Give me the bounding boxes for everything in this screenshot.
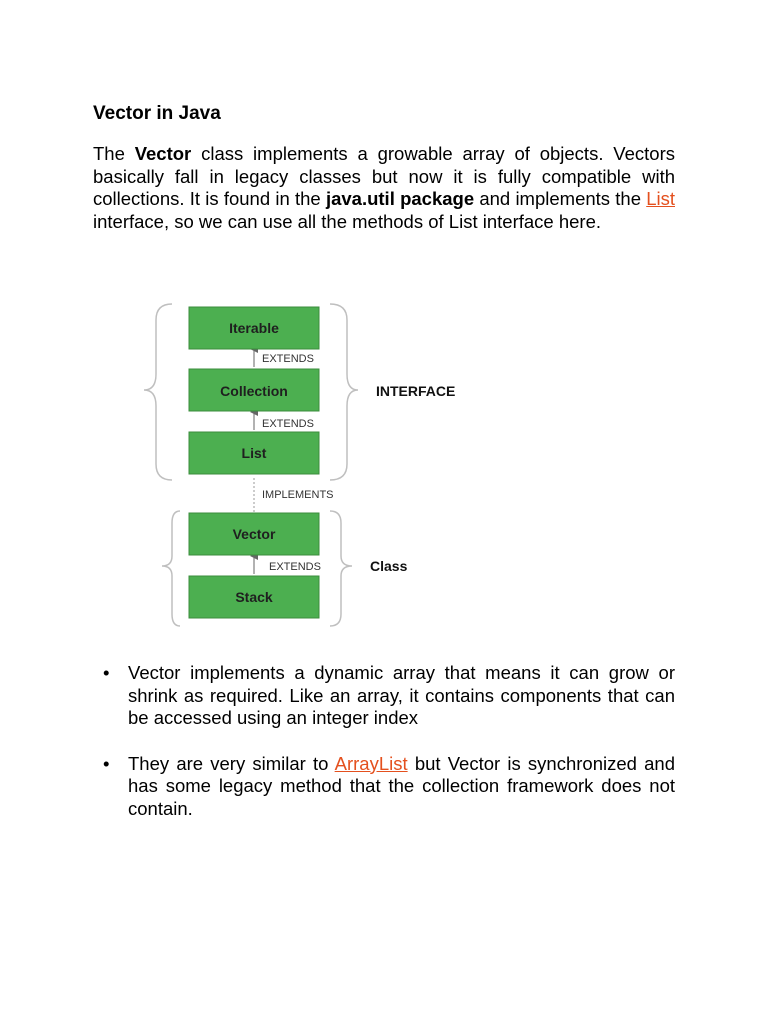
page-title: Vector in Java (93, 103, 221, 124)
bullet-text: They are very similar to (128, 752, 335, 774)
hierarchy-diagram (140, 298, 480, 630)
bullet-text: but Vector is synchronized and has some legacy method that the collection framework does not contain. (128, 752, 675, 819)
interface-group-label: INTERFACE (376, 383, 456, 399)
class-right-brace (330, 511, 352, 626)
vector-term: Vector (134, 143, 192, 164)
interface-left-brace (144, 304, 172, 480)
class-left-brace (162, 511, 180, 626)
list-item (93, 753, 675, 821)
iterable-label: Iterable (229, 320, 279, 336)
arraylist-link[interactable]: ArrayList (334, 752, 408, 774)
stack-label: Stack (235, 589, 273, 605)
intro-text-1: The (93, 143, 135, 164)
intro-text-2: class implements a growable array of objects. Vectors basically fall in legacy classes but now it is fully compatible with collections. It is found in the (93, 143, 675, 209)
intro-paragraph (93, 143, 675, 233)
bullet-marker: • (103, 752, 110, 774)
extends-label-1: EXTENDS (262, 353, 314, 365)
list-link[interactable]: List (646, 188, 676, 209)
collection-label: Collection (220, 383, 288, 399)
intro-text-3: and implements the (474, 188, 647, 209)
bullet-text: Vector implements a dynamic array that means it can grow or shrink as required. Like an array, it contains components that can be accessed using an integer index (128, 662, 675, 728)
vector-label: Vector (232, 526, 276, 542)
list-item (93, 662, 675, 730)
package-term: java.util package (325, 188, 475, 209)
extends-label-3: EXTENDS (269, 561, 321, 573)
extends-label-2: EXTENDS (262, 418, 314, 430)
class-group-label: Class (370, 558, 408, 574)
bullet-list (93, 662, 675, 820)
bullet-marker: • (103, 662, 110, 683)
list-label: List (241, 445, 267, 461)
intro-text-4: interface, so we can use all the methods of List interface here. (93, 210, 602, 232)
implements-label: IMPLEMENTS (262, 489, 334, 501)
interface-right-brace (330, 304, 358, 480)
